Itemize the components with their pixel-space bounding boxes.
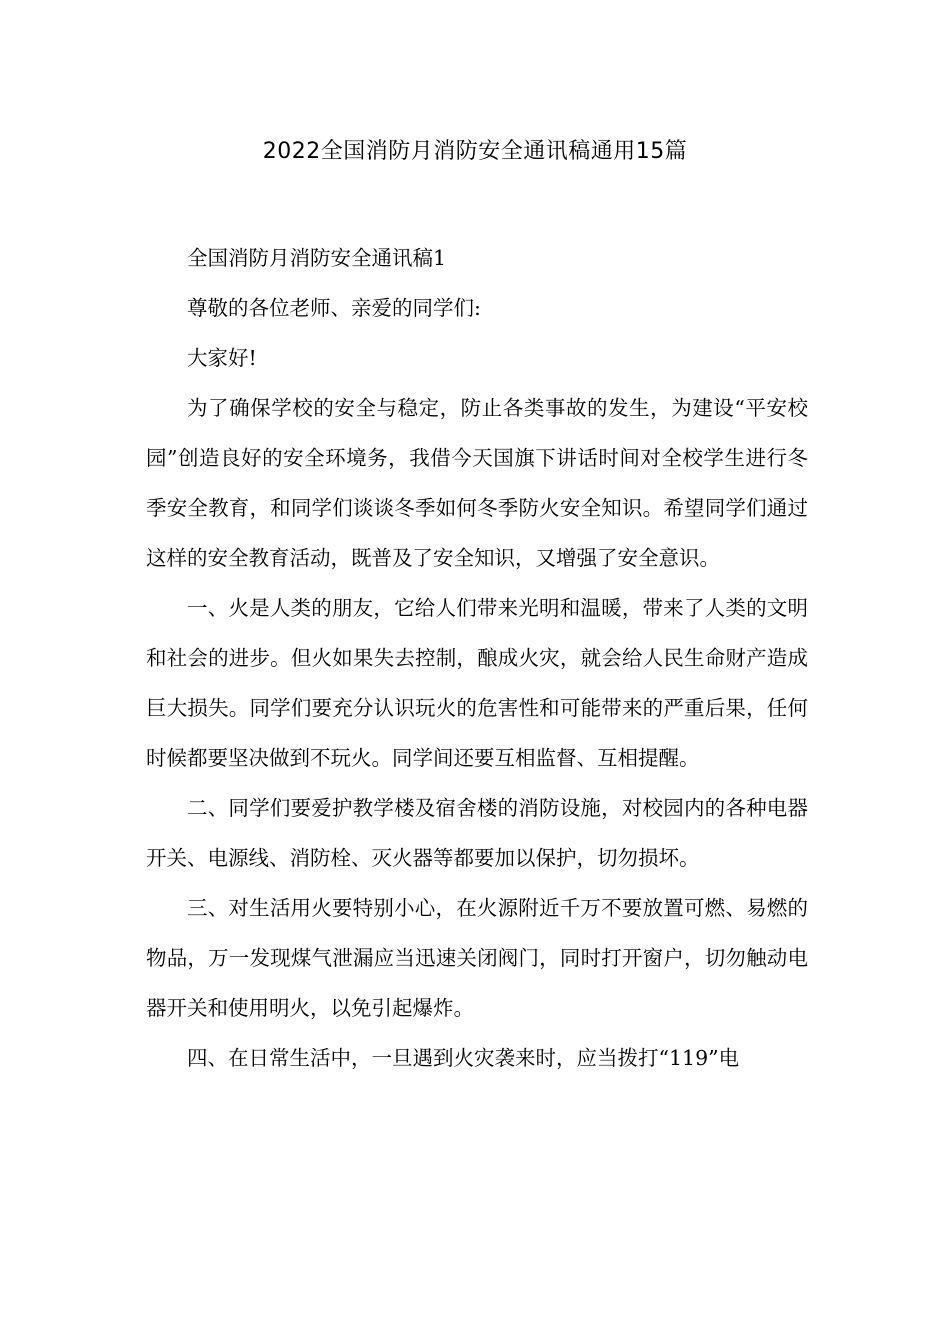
paragraph-salutation: 尊敬的各位老师、亲爱的同学们: xyxy=(187,296,481,320)
paragraph-point-1: 一、火是人类的朋友，它给人们带来光明和温暖，带来了人类的文明和社会的进步。但火如果失去控制，酿成火灾，就会给人民生命财产造成巨大损失。同学们要充分认识玩火的危害性和可能带来的严重后果，任何时候都要坚决做到不玩火。同学间还要互相监督、互相提醒。 xyxy=(146,596,808,770)
paragraph-greeting: 大家好! xyxy=(187,346,257,370)
document-body xyxy=(146,233,808,1083)
paragraph-subtitle: 全国消防月消防安全通讯稿1 xyxy=(187,246,447,270)
paragraph-point-3: 三、对生活用火要特别小心，在火源附近千万不要放置可燃、易燃的物品，万一发现煤气泄漏应当迅速关闭阀门，同时打开窗户，切勿触动电器开关和使用明火，以免引起爆炸。 xyxy=(146,896,808,1020)
document-title: 2022全国消防月消防安全通讯稿通用15篇 xyxy=(262,139,688,164)
paragraph-point-2: 二、同学们要爱护教学楼及宿舍楼的消防设施，对校园内的各种电器开关、电源线、消防栓、灭火器等都要加以保护，切勿损坏。 xyxy=(146,796,808,870)
paragraph-point-4: 四、在日常生活中，一旦遇到火灾袭来时，应当拨打“119”电 xyxy=(187,1046,740,1070)
paragraph-intro: 为了确保学校的安全与稳定，防止各类事故的发生，为建设“平安校园”创造良好的安全环境务，我借今天国旗下讲话时间对全校学生进行冬季安全教育，和同学们谈谈冬季如何冬季防火安全知识。希望同学们通过这样的安全教育活动，既普及了安全知识，又增强了安全意识。 xyxy=(146,396,808,570)
